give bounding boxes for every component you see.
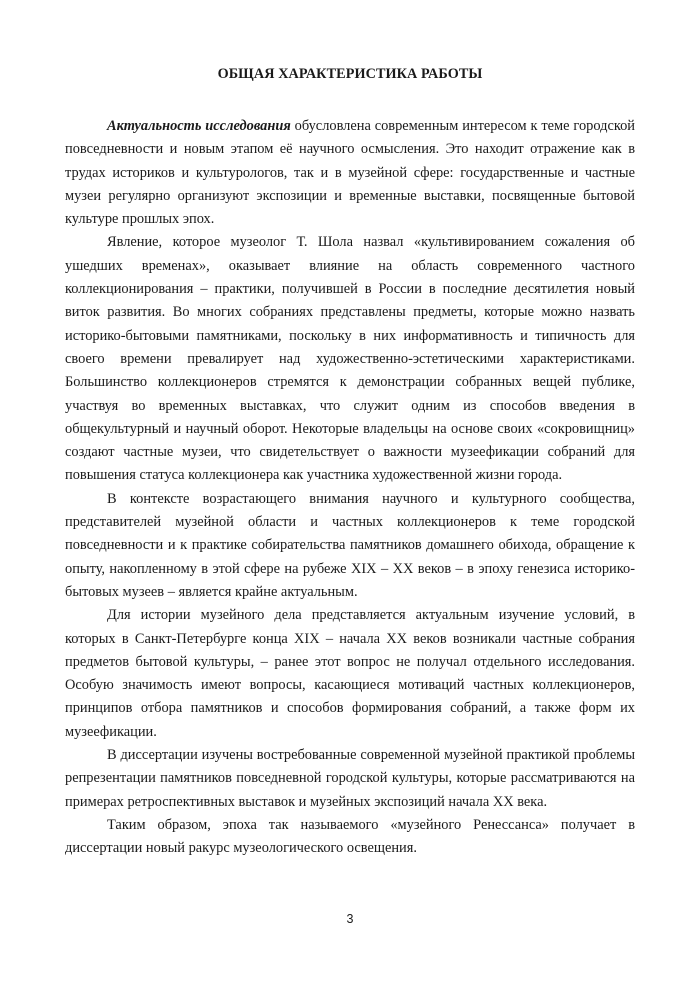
document-body	[65, 115, 635, 861]
paragraph-text: обусловлена современным интересом к теме городской повседневности и новым этапом её научного осмысления. Это находит отражение как в трудах историков и культурологов, так и в музейной сфере: государственные и частные музеи регулярно организуют экспозиции и временные выставки, посвященные бытовой культуре прошлых эпох.	[65, 118, 635, 228]
paragraph-dissertation-problems: В диссертации изучены востребованные современной музейной практикой проблемы репрезентации памятников повседневной городской культуры, которые рассматриваются на примерах ретроспективных выставок и музейных экспозиций начала XX века.	[65, 747, 635, 810]
paragraph-shola: Явление, которое музеолог Т. Шола назвал «культивированием сожаления об ушедших временах», оказывает влияние на область современного частного коллекционирования – практики, получившей в России в последние десятилетия новый виток развития. Во многих собраниях представлены предметы, которые можно назвать историко-бытовыми памятниками, поскольку в них информативность и типичность для своего времени превалирует над художественно-эстетическими характеристиками. Большинство коллекционеров стремятся к демонстрации собранных вещей публике, участвуя во временных выставках, что служит одним из способов введения в общекультурный и научный оборот. Некоторые владельцы на основе своих «сокровищниц» создают частные музеи, что свидетельствует о важности музеефикации собраний для повышения статуса коллекционера как участника художественной жизни города.	[65, 234, 635, 484]
paragraph-museum-history: Для истории музейного дела представляется актуальным изучение условий, в которых в Санкт-Петербурге конца XIX – начала XX веков возникали частные собрания предметов бытовой культуры, – ранее этот вопрос не получал отдельного исследования. Особую значимость имеют вопросы, касающиеся мотиваций частных коллекционеров, принципов отбора памятников и способов формирования собраний, а также форм их музеефикации.	[65, 607, 635, 740]
paragraph-conclusion: Таким образом, эпоха так называемого «музейного Ренессанса» получает в диссертации новый ракурс музеологического освещения.	[65, 816, 635, 857]
paragraph-lead: Актуальность исследования	[107, 118, 291, 134]
paragraph-relevance	[65, 115, 635, 231]
paragraph-context: В контексте возрастающего внимания научного и культурного сообщества, представителей музейной области и частных коллекционеров к теме городской повседневности и к практике собирательства памятников домашнего обихода, обращение к опыту, накопленному в этой сфере на рубеже XIX – XX веков – в эпоху генезиса историко-бытовых музеев – является крайне актуальным.	[65, 490, 635, 600]
page-title: ОБЩАЯ ХАРАКТЕРИСТИКА РАБОТЫ	[217, 66, 483, 82]
page-number: 3	[346, 912, 354, 926]
